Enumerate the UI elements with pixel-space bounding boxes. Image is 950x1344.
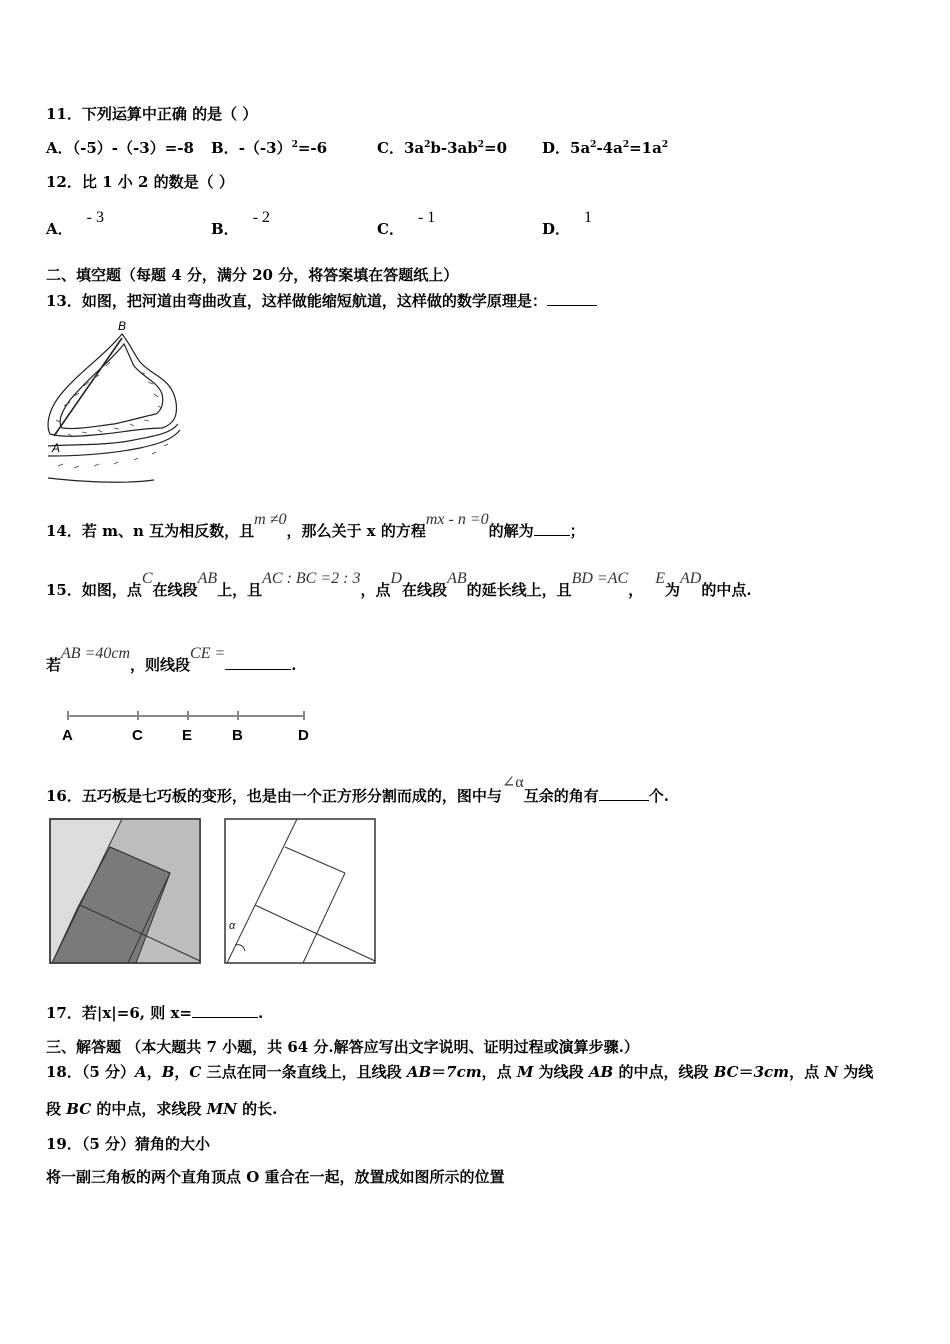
q15-line-1: 15．如图，点C在线段AB上，且AC : BC =2 : 3，点D在线段AB的延长线上，且BD =AC，E为AD的中点. — [46, 570, 752, 599]
q13-label-a: A — [52, 441, 61, 455]
q17-line: 17．若|x|=6, 则 x= . — [46, 1004, 264, 1022]
q12-option-d: D．1 — [542, 209, 593, 238]
section-2-heading: 二、填空题（每题 4 分，满分 20 分，将答案填在答题纸上） — [46, 266, 459, 284]
q17-answer-blank[interactable] — [192, 1003, 258, 1018]
q13-stem: 13．如图，把河道由弯曲改直，这样做能缩短航道，这样做的数学原理是： — [46, 290, 597, 311]
pentomino-line-figure — [223, 817, 378, 967]
point-label-b: B — [232, 727, 243, 744]
q11-option-b: B．$-(-3)^2=-6$ — [211, 139, 328, 157]
q12-stem: 12．比 1 小 2 的数是（ ） — [46, 173, 234, 191]
q16-answer-blank[interactable] — [599, 786, 649, 801]
q12-option-a: A．- 3 — [46, 209, 104, 238]
q13-label-b: B — [118, 319, 127, 333]
q14-math-equation: mx - n =0 — [425, 511, 489, 528]
q14-line: 14．若 m、n 互为相反数，且m ≠0，那么关于 x 的方程mx - n =0的解为 ； — [46, 511, 585, 540]
q16-math-angle-alpha: ∠α — [501, 774, 524, 791]
q11-option-d: D．$5a^2-4a^2=1a^2$ — [542, 139, 669, 157]
q18-line-1: 18．（5 分）A，B，C 三点在同一条直线上，且线段 AB＝7cm，点 M 为线段 AB 的中点，线段 BC＝3cm，点 N 为线 — [46, 1063, 874, 1081]
point-label-e: E — [182, 727, 193, 744]
segment-figure — [56, 706, 326, 748]
q13-answer-blank[interactable] — [547, 291, 597, 306]
q16-line: 16．五巧板是七巧板的变形，也是由一个正方形分割而成的，图中与∠α互余的角有 个. — [46, 774, 669, 805]
point-label-c: C — [132, 727, 143, 744]
q12-option-b: B．- 2 — [211, 209, 271, 238]
q15-line-2: 若AB =40cm，则线段CE =. — [46, 645, 297, 674]
q11-option-c: C．$3a^2b-3ab^2=0$ — [377, 139, 508, 157]
section-3-heading: 三、解答题 （本大题共 7 小题，共 64 分.解答应写出文字说明、证明过程或演算步骤.） — [46, 1038, 639, 1056]
alpha-label: α — [229, 920, 236, 932]
q18-line-2: 段 BC 的中点，求线段 MN 的长. — [46, 1100, 278, 1118]
q19-body: 将一副三角板的两个直角顶点 O 重合在一起，放置成如图所示的位置 — [46, 1168, 505, 1186]
q14-math-m-not-zero: m ≠0 — [254, 511, 287, 528]
q15-answer-blank[interactable] — [225, 655, 291, 670]
point-label-d: D — [298, 727, 309, 744]
pentomino-shaded-figure — [48, 817, 203, 967]
q12-option-c: C．- 1 — [377, 209, 436, 238]
river-figure — [44, 316, 184, 488]
q11-stem: 11．下列运算中正确 的是（ ） — [46, 105, 258, 123]
q19-stem: 19．（5 分）猜角的大小 — [46, 1135, 211, 1153]
q14-answer-blank[interactable] — [534, 521, 570, 536]
point-label-a: A — [62, 727, 73, 744]
q11-option-a: A．（-5）-（-3）=-8 — [46, 139, 194, 157]
